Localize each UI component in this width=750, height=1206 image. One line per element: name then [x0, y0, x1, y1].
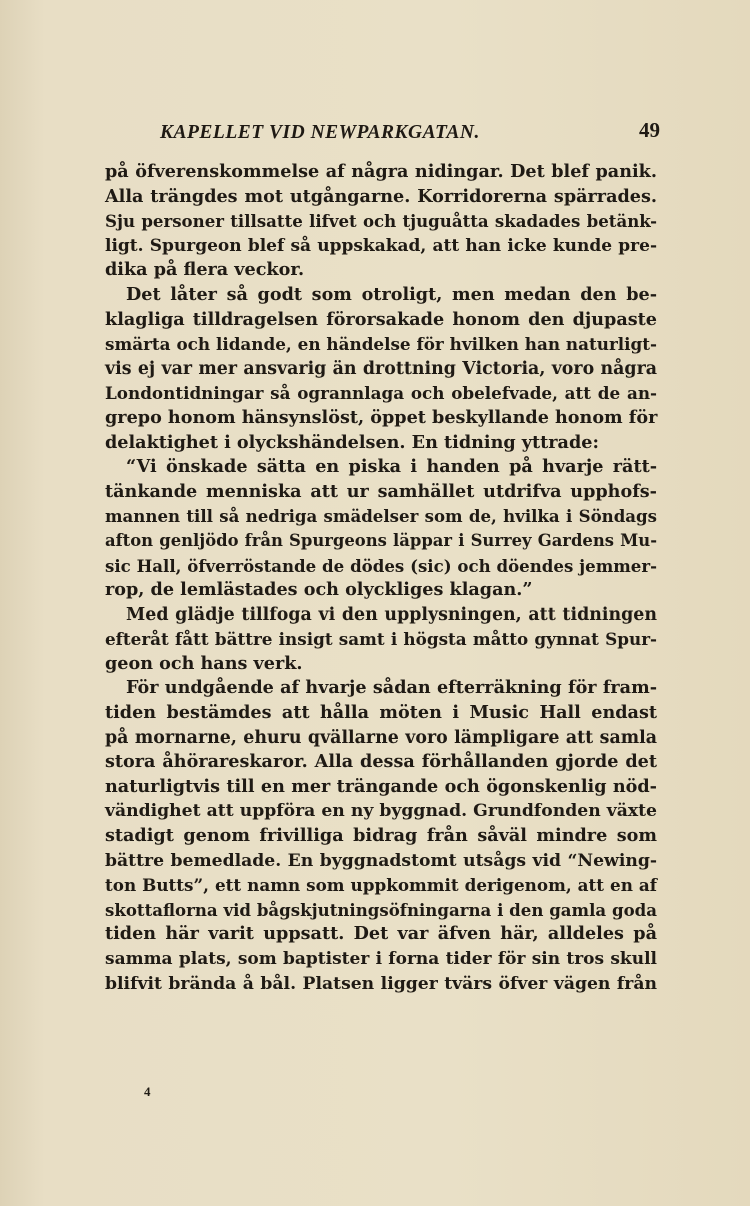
text-line: ton Butts”, ett namn som uppkommit derigenom, att en af	[105, 875, 657, 896]
text-line: rop, de lemlästades och olyckliges klagan.”	[105, 579, 533, 601]
text-line: stora åhörareskaror. Alla dessa förhållanden gjorde det	[105, 751, 657, 773]
text-line: samma plats, som baptister i forna tider för sin tros skull	[105, 949, 657, 969]
text-line: skottaflorna vid bågskjutningsöfningarna i den gamla goda	[105, 899, 657, 920]
text-line: Alla trängdes mot utgångarne. Korridorerna spärrades.	[105, 185, 657, 207]
text-line: mannen till så nedriga smädelser som de, hvilka i Söndags	[105, 506, 657, 527]
text-line: efteråt fått bättre insigt samt i högsta måtto gynnat Spur-	[105, 629, 657, 650]
text-line: klagliga tilldragelsen förorsakade honom den djupaste	[105, 308, 657, 330]
text-line: Sju personer tillsatte lifvet och tjuguåtta skadades betänk-	[105, 211, 657, 232]
text-line: sic Hall, öfverröstande de dödes (sic) och döendes jemmer-	[105, 555, 657, 576]
text-line: Det låter så godt som otroligt, men medan den be-	[126, 283, 657, 305]
text-line: Londontidningar så ogrannlaga och obelefvade, att de an-	[105, 383, 657, 404]
text-line: tiden här varit uppsatt. Det var äfven här, alldeles på	[105, 923, 657, 945]
text-line: på öfverenskommelse af några nidingar. Det blef panik.	[105, 161, 657, 182]
text-line: Med glädje tillfoga vi den upplysningen, att tidningen	[126, 604, 657, 625]
text-line: “Vi önskade sätta en piska i handen på hvarje rätt-	[126, 456, 657, 478]
page-header	[105, 118, 660, 148]
text-line: grepo honom hänsynslöst, öppet beskyllande honom för	[105, 406, 658, 428]
running-head: KAPELLET VID NEWPARKGATAN.	[160, 122, 480, 143]
text-line: smärta och lidande, en händelse för hvilken han naturligt-	[105, 334, 657, 355]
text-line: vis ej var mer ansvarig än drottning Victoria, voro några	[105, 358, 657, 379]
text-line: tänkande menniska att ur samhället utdrifva upphofs-	[105, 480, 657, 502]
text-line: bättre bemedlade. En byggnadstomt utsågs vid “Newing-	[105, 850, 657, 871]
text-line: på mornarne, ehuru qvällarne voro lämpligare att samla	[105, 727, 657, 748]
text-line: vändighet att uppföra en ny byggnad. Grundfonden växte	[105, 801, 657, 822]
text-line: delaktighet i olyckshändelsen. En tidning yttrade:	[105, 431, 599, 453]
text-line: stadigt genom frivilliga bidrag från såväl mindre som	[105, 825, 657, 847]
text-line: blifvit brända å bål. Platsen ligger tvärs öfver vägen från	[105, 973, 657, 994]
body-text	[105, 160, 657, 996]
text-line: afton genljödo från Spurgeons läppar i Surrey Gardens Mu-	[105, 530, 657, 550]
text-line: tiden bestämdes att hålla möten i Music Hall endast	[105, 702, 657, 724]
text-line: dika på flera veckor.	[105, 259, 305, 281]
text-line: För undgående af hvarje sådan efterräkning för fram-	[126, 677, 657, 699]
signature-mark: 4	[144, 1084, 151, 1099]
text-line: geon och hans verk.	[105, 652, 303, 674]
page-number: 49	[639, 118, 660, 142]
text-line: ligt. Spurgeon blef så uppskakad, att han icke kunde pre-	[105, 235, 657, 256]
text-line: naturligtvis till en mer trängande och ögonskenlig nöd-	[105, 775, 657, 797]
